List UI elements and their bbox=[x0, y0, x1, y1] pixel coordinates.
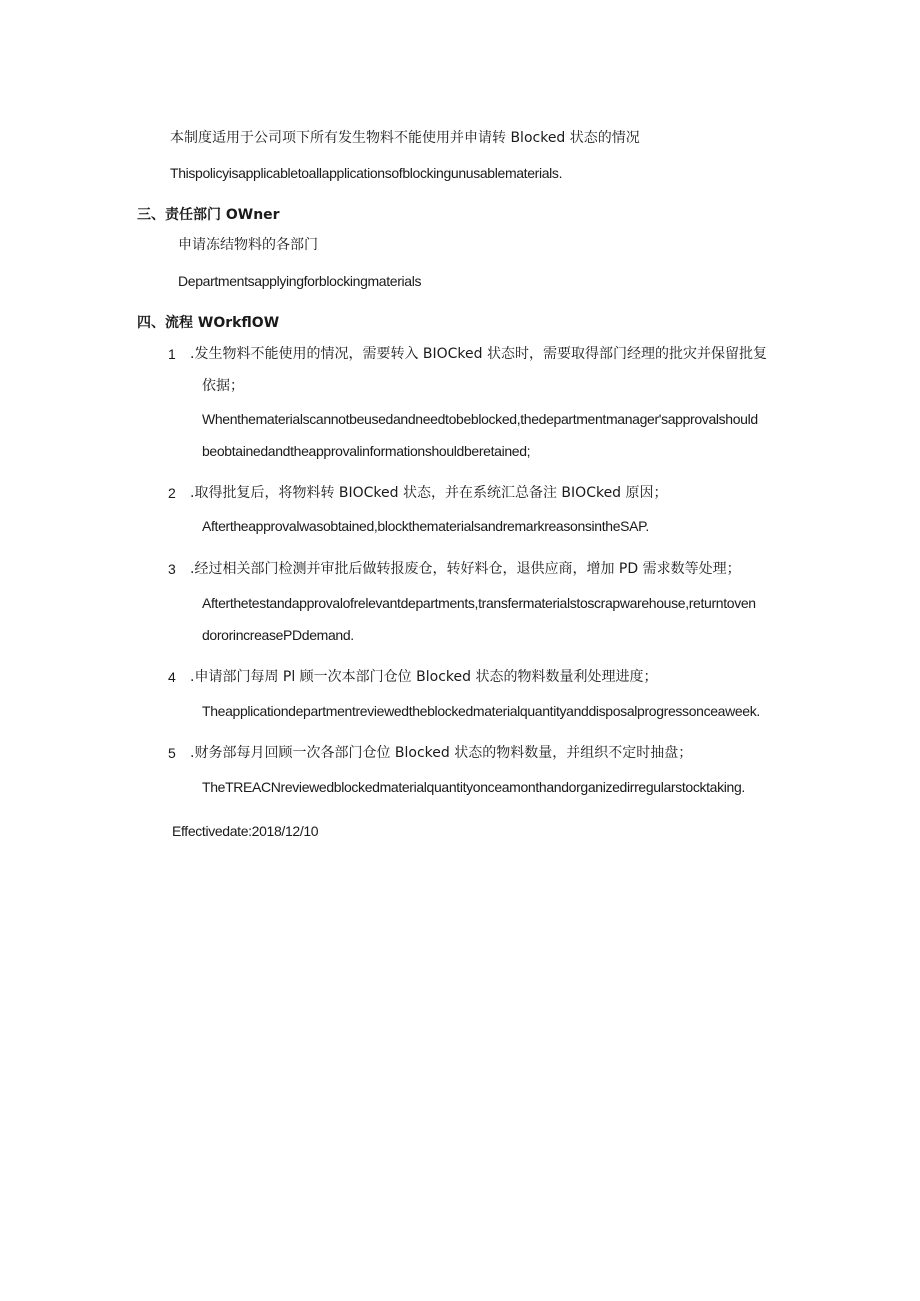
workflow-item-3-en-line2: dororincreasePDdemand. bbox=[202, 627, 354, 643]
workflow-item-4-en-line1: Theapplicationdepartmentreviewedtheblockedmaterialquantityanddisposalprogressonceaweek. bbox=[202, 703, 760, 719]
workflow-item-4-zh-line1: .申请部门每周 Pl 顾一次本部门仓位 Blocked 状态的物料数量利处理进度； bbox=[190, 669, 658, 685]
owner-heading: 三、责任部门 OWner bbox=[137, 207, 280, 223]
workflow-item-5-en-line1: TheTREACNreviewedblockedmaterialquantityonceamonthandorganizedirregularstocktaking. bbox=[202, 779, 745, 795]
workflow-item-1-en-line2: beobtainedandtheapprovalinformationshouldberetained; bbox=[202, 443, 531, 459]
workflow-item-3-zh-line1: .经过相关部门检测并审批后做转报废仓，转好料仓，退供应商，增加 PD 需求数等处理； bbox=[190, 561, 741, 577]
workflow-item-3-en-line1: Afterthetestandapprovalofrelevantdepartments,transfermaterialstoscrapwarehouse,returntoven bbox=[202, 595, 756, 611]
workflow-item-2-zh-line1: .取得批复后，将物料转 BIOCked 状态，并在系统汇总备注 BIOCked 原因； bbox=[190, 485, 668, 501]
effective-date: Effectivedate:2018/12/10 bbox=[172, 823, 319, 839]
owner-en-text: Departmentsapplyingforblockingmaterials bbox=[178, 273, 422, 289]
scope-en-text: Thispolicyisapplicabletoallapplicationsofblockingunusablematerials. bbox=[170, 165, 563, 181]
workflow-item-5-zh-line1: .财务部每月回顾一次各部门仓位 Blocked 状态的物料数量，并组织不定时抽盘； bbox=[190, 745, 693, 761]
workflow-heading: 四、流程 WOrkflOW bbox=[137, 315, 280, 331]
workflow-item-number: 5 bbox=[168, 745, 176, 761]
workflow-item-number: 1 bbox=[168, 346, 176, 362]
workflow-item-number: 2 bbox=[168, 485, 176, 501]
scope-zh-text: 本制度适用于公司项下所有发生物料不能使用并申请转 Blocked 状态的情况 bbox=[170, 130, 640, 146]
workflow-item-1-en-line1: Whenthematerialscannotbeusedandneedtobeblocked,thedepartmentmanager'sapprovalshould bbox=[202, 411, 758, 427]
workflow-item-1-zh-line2: 依据； bbox=[202, 378, 244, 394]
workflow-item-number: 4 bbox=[168, 669, 176, 685]
workflow-item-number: 3 bbox=[168, 561, 176, 577]
owner-zh-text: 申请冻结物料的各部门 bbox=[178, 237, 318, 253]
workflow-item-2-en-line1: Aftertheapprovalwasobtained,blockthematerialsandremarkreasonsintheSAP. bbox=[202, 518, 649, 534]
workflow-item-1-zh-line1: .发生物料不能使用的情况，需要转入 BIOCked 状态时，需要取得部门经理的批灾并保留批复 bbox=[190, 346, 767, 362]
